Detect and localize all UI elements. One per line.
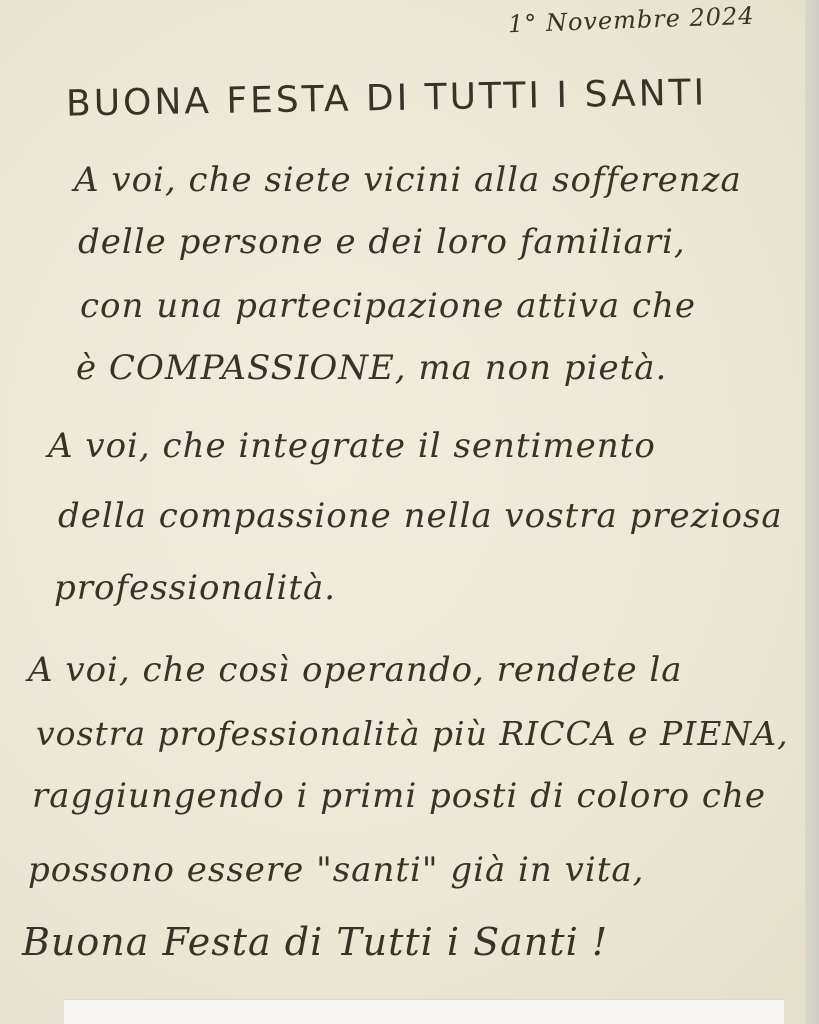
letter-line: possono essere "santi" già in vita, <box>28 850 645 890</box>
paper-edge <box>805 0 819 1024</box>
letter-line: delle persone e dei loro familiari, <box>78 222 686 262</box>
letter-line: della compassione nella vostra preziosa <box>58 496 783 536</box>
letter-line: raggiungendo i primi posti di coloro che <box>32 776 766 816</box>
letter-line: A voi, che siete vicini alla sofferenza <box>74 160 742 200</box>
letter-closing: Buona Festa di Tutti i Santi ! <box>22 920 609 964</box>
letter-line: professionalità. <box>54 568 337 608</box>
paper-strip <box>64 999 784 1024</box>
letter-line: A voi, che integrate il sentimento <box>48 426 656 466</box>
letter-line: vostra professionalità più RICCA e PIENA, <box>36 714 789 753</box>
letter-line: A voi, che così operando, rendete la <box>28 650 683 690</box>
letter-title: BUONA FESTA DI TUTTI I SANTI <box>65 72 708 125</box>
letter-date: 1° Novembre 2024 <box>507 1 756 39</box>
letter-line: con una partecipazione attiva che <box>80 286 697 326</box>
letter-line: è COMPASSIONE, ma non pietà. <box>76 348 668 388</box>
